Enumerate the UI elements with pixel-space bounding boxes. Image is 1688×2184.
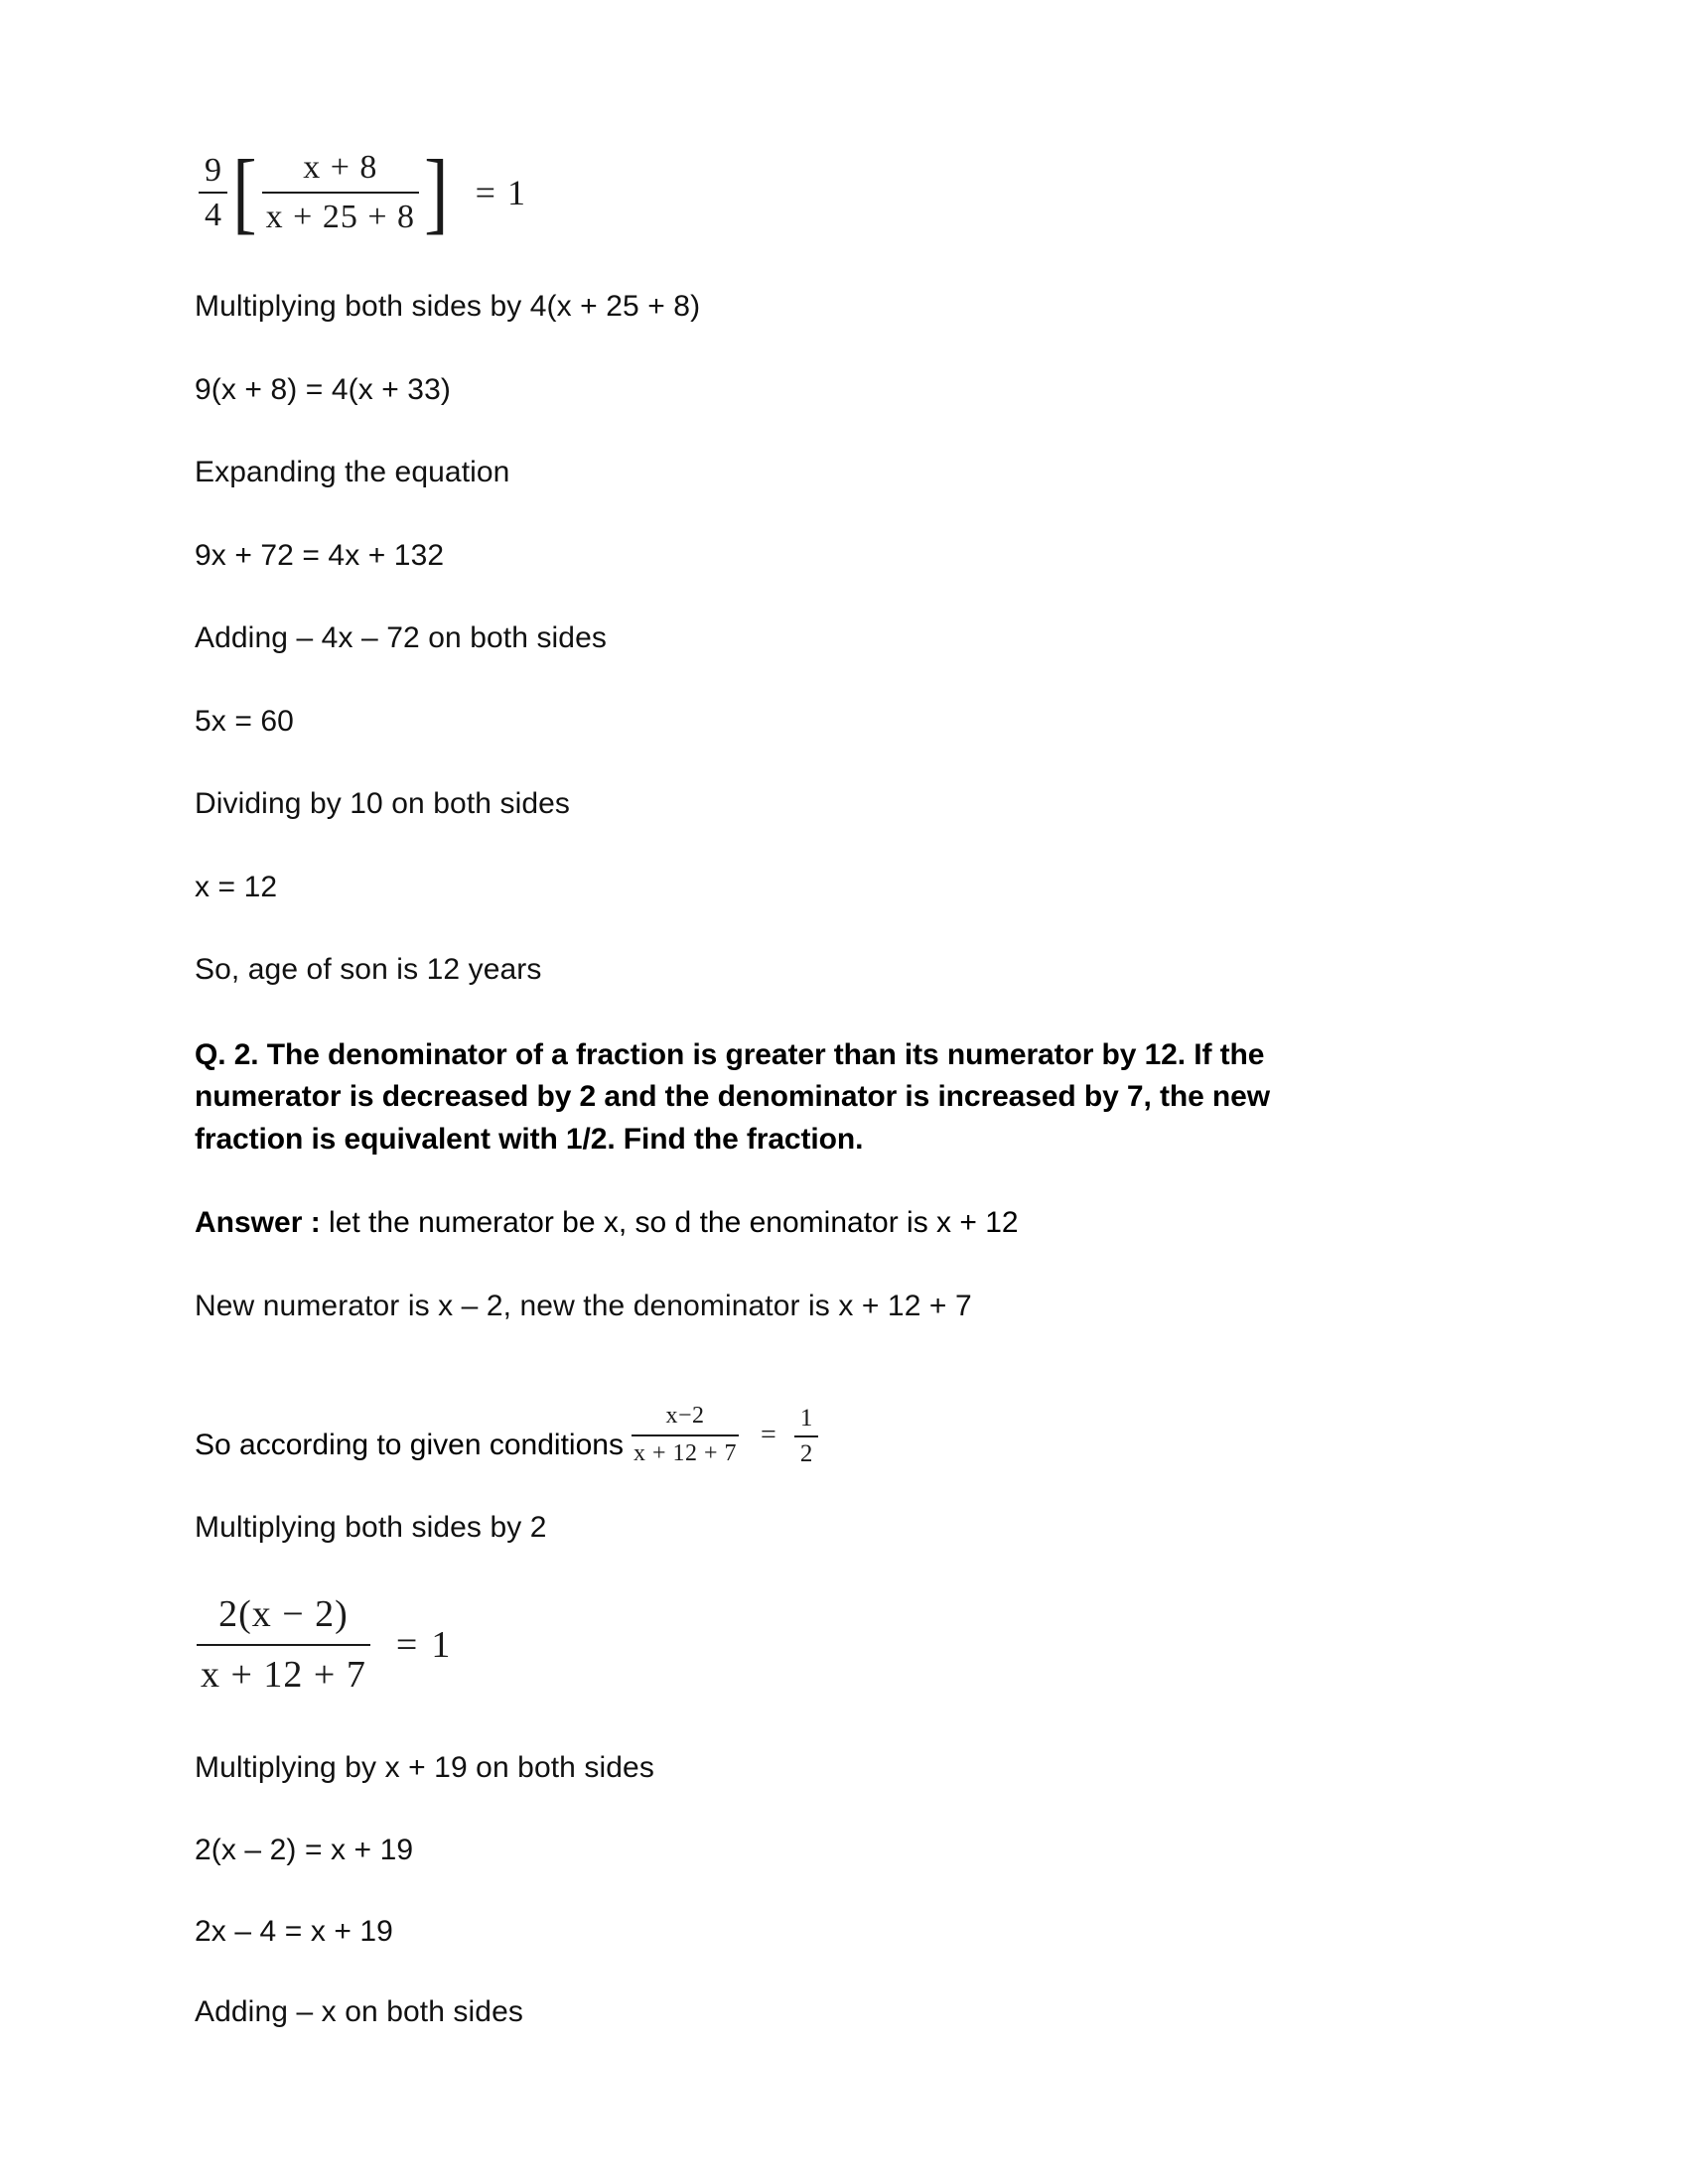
inline-right-numerator: 1: [799, 1405, 813, 1433]
step-line: New numerator is x – 2, new the denominator is x + 12 + 7: [195, 1289, 972, 1322]
equation-two-equals-sign: =: [395, 1623, 418, 1666]
inline-equation-lead-text: So according to given conditions: [195, 1429, 624, 1462]
bracket-open: [: [232, 141, 257, 243]
step-line: Adding – x on both sides: [195, 1995, 523, 2029]
step-line: Adding – 4x – 72 on both sides: [195, 621, 607, 655]
equation-two-right-side: 1: [431, 1623, 451, 1666]
step-line: Multiplying both sides by 2: [195, 1511, 547, 1545]
answer-line: [195, 1204, 1446, 1242]
step-line: Multiplying by x + 19 on both sides: [195, 1750, 654, 1784]
step-line: Dividing by 10 on both sides: [195, 787, 571, 821]
answer-label: Answer :: [195, 1206, 321, 1240]
inner-fraction-numerator: x + 8: [303, 149, 378, 186]
equation-two-fraction: [197, 1592, 370, 1698]
step-line: Expanding the equation: [195, 456, 510, 489]
inline-left-fraction-bar: [632, 1434, 739, 1436]
step-line: 9(x + 8) = 4(x + 33): [195, 372, 451, 406]
equation-two-display: [195, 1592, 1446, 1698]
equation-two-fraction-bar: [197, 1644, 370, 1646]
equation-one-equals-sign: =: [475, 173, 495, 213]
inner-fraction-denominator: x + 25 + 8: [265, 199, 415, 236]
outer-fraction-bar: [199, 192, 227, 194]
document-content: [195, 141, 1446, 2077]
step-line: 9x + 72 = 4x + 132: [195, 538, 445, 572]
step-line: 2(x – 2) = x + 19: [195, 1834, 414, 1867]
bracket-close: ]: [424, 141, 449, 243]
inline-right-fraction: [794, 1405, 819, 1467]
step-line: 2x – 4 = x + 19: [195, 1914, 393, 1948]
step-line: So, age of son is 12 years: [195, 953, 542, 987]
equation-nine-fourths-display: [195, 141, 1446, 243]
step-line: Multiplying both sides by 4(x + 25 + 8): [195, 290, 701, 324]
inline-right-fraction-bar: [794, 1435, 819, 1437]
answer-text: let the numerator be x, so d the enominator is x + 12: [320, 1206, 1019, 1240]
step-line: x = 12: [195, 870, 278, 903]
inner-fraction-bar: [262, 192, 419, 194]
step-line: 5x = 60: [195, 704, 294, 738]
inline-left-numerator: x−2: [665, 1403, 705, 1430]
inline-right-denominator: 2: [799, 1439, 813, 1467]
inline-condition-equation: [195, 1370, 1446, 1465]
outer-fraction-numerator: 9: [205, 151, 221, 189]
inline-equals-sign: =: [761, 1420, 776, 1451]
equation-two-denominator: x + 12 + 7: [201, 1653, 366, 1696]
inner-fraction: [262, 149, 419, 236]
question-heading: Q. 2. The denominator of a fraction is greater than its numerator by 12. If the numerator is decreased by 2 and the denominator is increased by 7, the new fraction is equivalent with 1/2. Find the fraction.: [195, 1037, 1270, 1156]
inline-left-fraction: [632, 1403, 739, 1467]
outer-fraction-nine-over-four: [199, 152, 227, 234]
outer-fraction-denominator: 4: [205, 197, 221, 234]
inline-left-denominator: x + 12 + 7: [633, 1439, 738, 1466]
equation-two-numerator: 2(x − 2): [218, 1592, 349, 1635]
equation-one-right-side: 1: [506, 173, 525, 213]
